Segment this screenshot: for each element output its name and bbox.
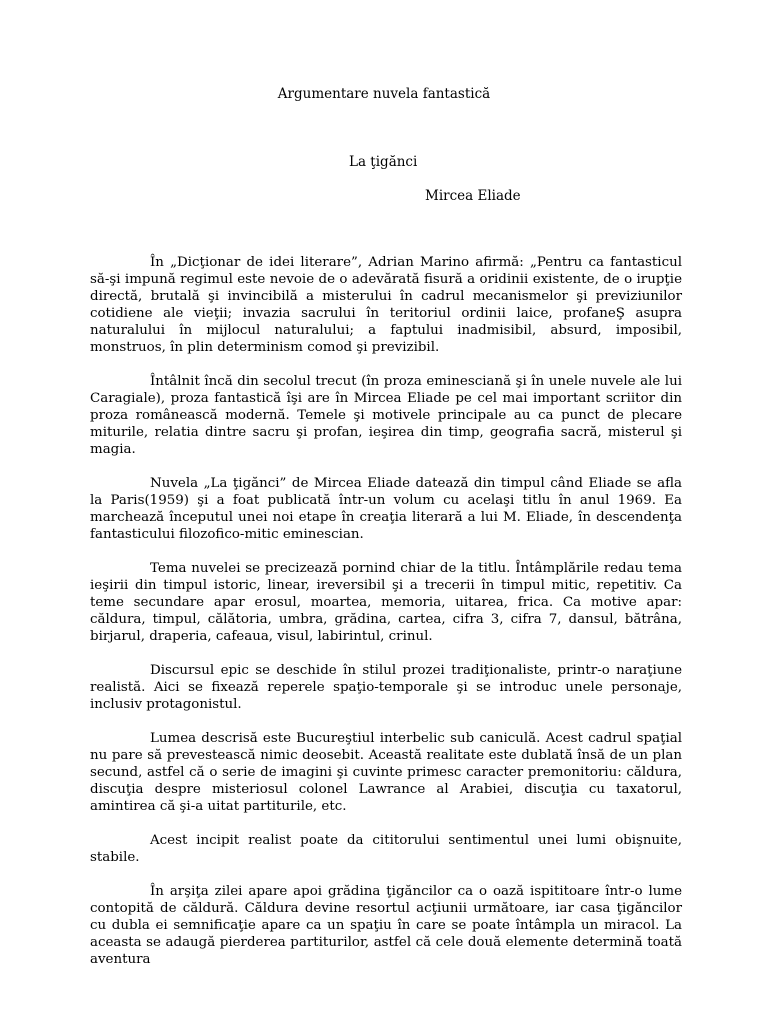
paragraph: Acest incipit realist poate da cititorului sentimentul unei lumi obişnuite, stabile. <box>90 833 682 865</box>
paragraph: Lumea descrisă este Bucureştiul interbelic sub caniculă. Acest cadrul spaţial nu pare să prevestească nimic deosebit. Această realitate este dublată însă de un plan secund, astfel că o serie de imagini şi cuvinte primesc caracter premonitoriu: căldura, discuţia despre misteriosul colonel Lawrance al Arabiei, discuţia cu taxatorul, amintirea că şi-a uitat partiturile, etc. <box>90 731 682 814</box>
paragraph: În „Dicţionar de idei literare”, Adrian Marino afirmă: „Pentru ca fantasticul să-şi impună regimul este nevoie de o adevărată fisură a oridinii existente, de o irupţie directă, brutală şi invincibilă a misterului în cadrul mecanismelor şi previziunilor cotidiene ale vieţii; invazia sacrului în teritoriul ordinii laice, profaneŞ asupra naturalului în mijlocul naturalului; a faptului inadmisibil, absurd, imposibil, monstruos, în plin determinism comod şi previzibil. <box>90 255 682 355</box>
document-author: Mircea Eliade <box>425 188 521 204</box>
paragraph: În arşiţa zilei apare apoi grădina ţigăncilor ca o oază ispititoare într-o lume contopită de căldură. Căldura devine resortul acţiunii următoare, iar casa ţigăncilor cu dubla ei semnificaţie apare ca un spaţiu în care se poate întâmpla un miracol. La aceasta se adaugă pierderea partiturilor, astfel că cele două elemente determină toată aventura <box>90 884 682 967</box>
document-title: Argumentare nuvela fantastică <box>277 86 491 102</box>
document-subtitle: La ţigănci <box>349 154 418 170</box>
paragraph: Întâlnit încă din secolul trecut (în proza eminesciană şi în unele nuvele ale lui Caragiale), proza fantastică îşi are în Mircea Eliade pe cel mai important scriitor din proza românească modernă. Temele şi motivele principale au ca punct de plecare miturile, relatia dintre sacru şi profan, ieşirea din timp, geografia sacră, misterul şi magia. <box>90 374 682 457</box>
paragraph: Discursul epic se deschide în stilul prozei tradiţionaliste, printr-o naraţiune realistă. Aici se fixează reperele spaţio-temporale şi se introduc unele personaje, inclusiv protagonistul. <box>90 663 682 712</box>
paragraph: Nuvela „La ţigănci” de Mircea Eliade datează din timpul când Eliade se afla la Paris(1959) şi a foat publicată într-un volum cu acelaşi titlu în anul 1969. Ea marchează începutul unei noi etape în creaţia literară a lui M. Eliade, în descendenţa fantasticului filozofico-mitic eminescian. <box>90 476 682 542</box>
paragraph: Tema nuvelei se precizează pornind chiar de la titlu. Întâmplările redau tema ieşirii din timpul istoric, linear, ireversibil şi a trecerii în timpul mitic, repetitiv. Ca teme secundare apar erosul, moartea, memoria, uitarea, frica. Ca motive apar: căldura, timpul, călătoria, umbra, grădina, cartea, cifra 3, cifra 7, dansul, bătrâna, birjarul, draperia, cafeaua, visul, labirintul, crinul. <box>90 561 682 644</box>
document-body <box>90 254 682 985</box>
